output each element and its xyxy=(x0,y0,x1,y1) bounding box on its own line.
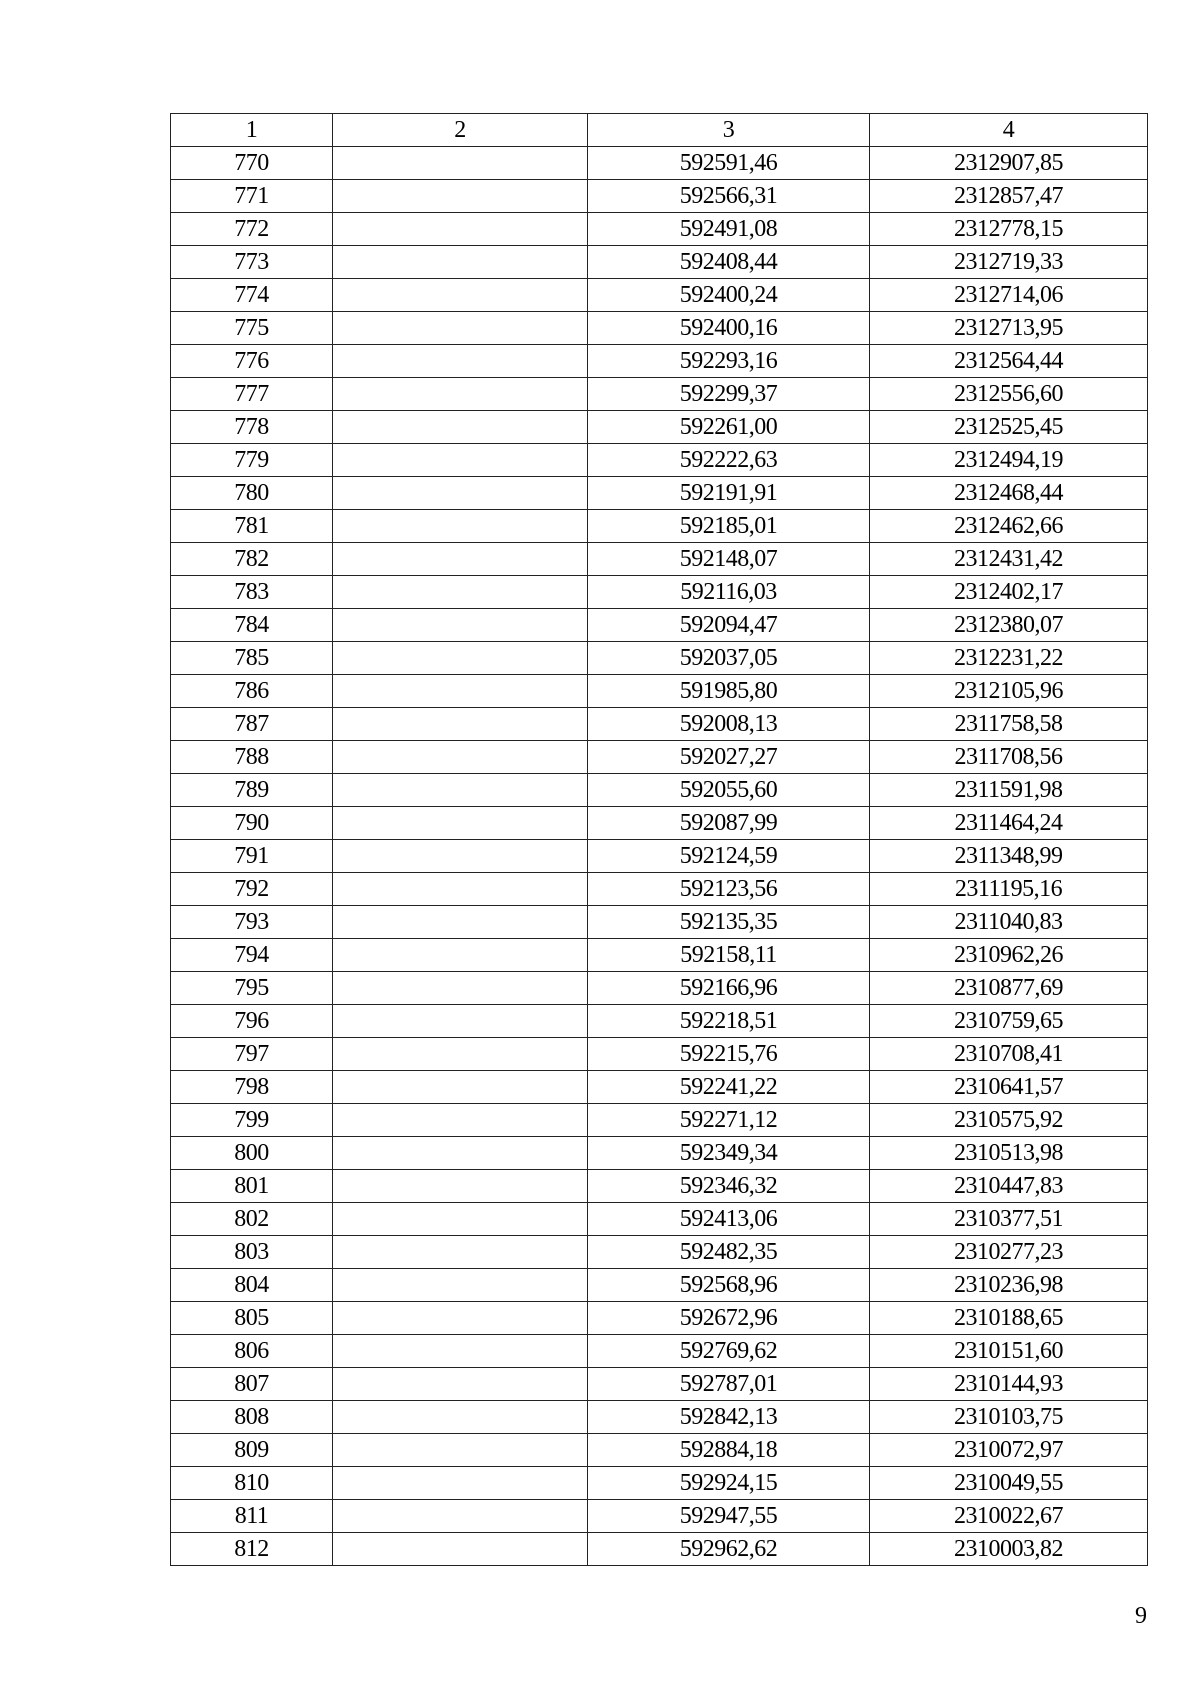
point-number-cell: 776 xyxy=(171,345,333,378)
x-coordinate-cell: 592672,96 xyxy=(588,1302,870,1335)
table-row xyxy=(171,609,1148,642)
point-number-cell: 800 xyxy=(171,1137,333,1170)
y-coordinate-cell: 2312714,06 xyxy=(870,279,1148,312)
page-number: 9 xyxy=(1135,1603,1147,1629)
point-number-cell: 781 xyxy=(171,510,333,543)
table-row xyxy=(171,1038,1148,1071)
x-coordinate-cell: 592482,35 xyxy=(588,1236,870,1269)
y-coordinate-cell: 2312907,85 xyxy=(870,147,1148,180)
empty-cell xyxy=(333,444,588,477)
empty-cell xyxy=(333,642,588,675)
x-coordinate-cell: 592222,63 xyxy=(588,444,870,477)
empty-cell xyxy=(333,1104,588,1137)
y-coordinate-cell: 2312556,60 xyxy=(870,378,1148,411)
y-coordinate-cell: 2312564,44 xyxy=(870,345,1148,378)
empty-cell xyxy=(333,1533,588,1566)
x-coordinate-cell: 592215,76 xyxy=(588,1038,870,1071)
point-number-cell: 806 xyxy=(171,1335,333,1368)
table-row xyxy=(171,1071,1148,1104)
empty-cell xyxy=(333,708,588,741)
column-header-4: 4 xyxy=(870,114,1148,147)
x-coordinate-cell: 592924,15 xyxy=(588,1467,870,1500)
y-coordinate-cell: 2311591,98 xyxy=(870,774,1148,807)
empty-cell xyxy=(333,1071,588,1104)
table-row xyxy=(171,1434,1148,1467)
empty-cell xyxy=(333,609,588,642)
y-coordinate-cell: 2312857,47 xyxy=(870,180,1148,213)
x-coordinate-cell: 592884,18 xyxy=(588,1434,870,1467)
table-row xyxy=(171,1005,1148,1038)
point-number-cell: 779 xyxy=(171,444,333,477)
point-number-cell: 777 xyxy=(171,378,333,411)
y-coordinate-cell: 2312719,33 xyxy=(870,246,1148,279)
empty-cell xyxy=(333,576,588,609)
table-row xyxy=(171,1533,1148,1566)
table-row xyxy=(171,939,1148,972)
x-coordinate-cell: 592148,07 xyxy=(588,543,870,576)
table-row xyxy=(171,774,1148,807)
column-header-2: 2 xyxy=(333,114,588,147)
y-coordinate-cell: 2310759,65 xyxy=(870,1005,1148,1038)
y-coordinate-cell: 2311758,58 xyxy=(870,708,1148,741)
point-number-cell: 811 xyxy=(171,1500,333,1533)
empty-cell xyxy=(333,147,588,180)
point-number-cell: 809 xyxy=(171,1434,333,1467)
table-row xyxy=(171,246,1148,279)
table-row xyxy=(171,543,1148,576)
empty-cell xyxy=(333,1434,588,1467)
table-row xyxy=(171,213,1148,246)
table-row xyxy=(171,444,1148,477)
x-coordinate-cell: 592027,27 xyxy=(588,741,870,774)
point-number-cell: 807 xyxy=(171,1368,333,1401)
y-coordinate-cell: 2310022,67 xyxy=(870,1500,1148,1533)
table-row xyxy=(171,1203,1148,1236)
table-row xyxy=(171,576,1148,609)
header-row xyxy=(171,114,1148,147)
y-coordinate-cell: 2310188,65 xyxy=(870,1302,1148,1335)
point-number-cell: 775 xyxy=(171,312,333,345)
x-coordinate-cell: 592116,03 xyxy=(588,576,870,609)
x-coordinate-cell: 592261,00 xyxy=(588,411,870,444)
y-coordinate-cell: 2312462,66 xyxy=(870,510,1148,543)
table-row xyxy=(171,1401,1148,1434)
x-coordinate-cell: 592271,12 xyxy=(588,1104,870,1137)
empty-cell xyxy=(333,873,588,906)
x-coordinate-cell: 592135,35 xyxy=(588,906,870,939)
x-coordinate-cell: 592491,08 xyxy=(588,213,870,246)
table-row xyxy=(171,510,1148,543)
y-coordinate-cell: 2312713,95 xyxy=(870,312,1148,345)
point-number-cell: 795 xyxy=(171,972,333,1005)
point-number-cell: 812 xyxy=(171,1533,333,1566)
x-coordinate-cell: 592962,62 xyxy=(588,1533,870,1566)
empty-cell xyxy=(333,939,588,972)
point-number-cell: 772 xyxy=(171,213,333,246)
y-coordinate-cell: 2310641,57 xyxy=(870,1071,1148,1104)
y-coordinate-cell: 2310575,92 xyxy=(870,1104,1148,1137)
point-number-cell: 804 xyxy=(171,1269,333,1302)
y-coordinate-cell: 2312431,42 xyxy=(870,543,1148,576)
point-number-cell: 780 xyxy=(171,477,333,510)
x-coordinate-cell: 592166,96 xyxy=(588,972,870,1005)
table-row xyxy=(171,1302,1148,1335)
table-row xyxy=(171,477,1148,510)
table-row xyxy=(171,1368,1148,1401)
y-coordinate-cell: 2310277,23 xyxy=(870,1236,1148,1269)
empty-cell xyxy=(333,972,588,1005)
x-coordinate-cell: 592158,11 xyxy=(588,939,870,972)
empty-cell xyxy=(333,807,588,840)
empty-cell xyxy=(333,741,588,774)
y-coordinate-cell: 2310377,51 xyxy=(870,1203,1148,1236)
table-row xyxy=(171,972,1148,1005)
point-number-cell: 798 xyxy=(171,1071,333,1104)
table-row xyxy=(171,279,1148,312)
point-number-cell: 796 xyxy=(171,1005,333,1038)
x-coordinate-cell: 592037,05 xyxy=(588,642,870,675)
table-row xyxy=(171,345,1148,378)
point-number-cell: 801 xyxy=(171,1170,333,1203)
table-row xyxy=(171,411,1148,444)
empty-cell xyxy=(333,246,588,279)
x-coordinate-cell: 592055,60 xyxy=(588,774,870,807)
y-coordinate-cell: 2310103,75 xyxy=(870,1401,1148,1434)
x-coordinate-cell: 592568,96 xyxy=(588,1269,870,1302)
table-row xyxy=(171,873,1148,906)
table-row xyxy=(171,147,1148,180)
point-number-cell: 784 xyxy=(171,609,333,642)
x-coordinate-cell: 592124,59 xyxy=(588,840,870,873)
y-coordinate-cell: 2311348,99 xyxy=(870,840,1148,873)
empty-cell xyxy=(333,1005,588,1038)
y-coordinate-cell: 2312778,15 xyxy=(870,213,1148,246)
empty-cell xyxy=(333,1401,588,1434)
point-number-cell: 789 xyxy=(171,774,333,807)
table-row xyxy=(171,378,1148,411)
y-coordinate-cell: 2312468,44 xyxy=(870,477,1148,510)
x-coordinate-cell: 592241,22 xyxy=(588,1071,870,1104)
x-coordinate-cell: 592769,62 xyxy=(588,1335,870,1368)
x-coordinate-cell: 592400,16 xyxy=(588,312,870,345)
y-coordinate-cell: 2310513,98 xyxy=(870,1137,1148,1170)
point-number-cell: 787 xyxy=(171,708,333,741)
table-row xyxy=(171,708,1148,741)
empty-cell xyxy=(333,675,588,708)
y-coordinate-cell: 2310708,41 xyxy=(870,1038,1148,1071)
table-row xyxy=(171,312,1148,345)
y-coordinate-cell: 2310877,69 xyxy=(870,972,1148,1005)
empty-cell xyxy=(333,180,588,213)
y-coordinate-cell: 2312525,45 xyxy=(870,411,1148,444)
x-coordinate-cell: 592591,46 xyxy=(588,147,870,180)
point-number-cell: 792 xyxy=(171,873,333,906)
point-number-cell: 799 xyxy=(171,1104,333,1137)
point-number-cell: 805 xyxy=(171,1302,333,1335)
x-coordinate-cell: 592346,32 xyxy=(588,1170,870,1203)
empty-cell xyxy=(333,1368,588,1401)
y-coordinate-cell: 2310144,93 xyxy=(870,1368,1148,1401)
coordinates-table xyxy=(170,113,1148,1566)
table-row xyxy=(171,675,1148,708)
y-coordinate-cell: 2312402,17 xyxy=(870,576,1148,609)
column-header-3: 3 xyxy=(588,114,870,147)
x-coordinate-cell: 592185,01 xyxy=(588,510,870,543)
y-coordinate-cell: 2310049,55 xyxy=(870,1467,1148,1500)
empty-cell xyxy=(333,774,588,807)
point-number-cell: 794 xyxy=(171,939,333,972)
empty-cell xyxy=(333,840,588,873)
x-coordinate-cell: 592787,01 xyxy=(588,1368,870,1401)
y-coordinate-cell: 2310962,26 xyxy=(870,939,1148,972)
y-coordinate-cell: 2310072,97 xyxy=(870,1434,1148,1467)
point-number-cell: 785 xyxy=(171,642,333,675)
point-number-cell: 778 xyxy=(171,411,333,444)
empty-cell xyxy=(333,477,588,510)
empty-cell xyxy=(333,1170,588,1203)
table-header xyxy=(171,114,1148,147)
empty-cell xyxy=(333,1137,588,1170)
table-row xyxy=(171,1500,1148,1533)
table-row xyxy=(171,1104,1148,1137)
empty-cell xyxy=(333,411,588,444)
table-row xyxy=(171,1467,1148,1500)
point-number-cell: 786 xyxy=(171,675,333,708)
x-coordinate-cell: 592400,24 xyxy=(588,279,870,312)
x-coordinate-cell: 592293,16 xyxy=(588,345,870,378)
x-coordinate-cell: 592123,56 xyxy=(588,873,870,906)
x-coordinate-cell: 591985,80 xyxy=(588,675,870,708)
x-coordinate-cell: 592087,99 xyxy=(588,807,870,840)
empty-cell xyxy=(333,378,588,411)
x-coordinate-cell: 592413,06 xyxy=(588,1203,870,1236)
empty-cell xyxy=(333,279,588,312)
point-number-cell: 790 xyxy=(171,807,333,840)
empty-cell xyxy=(333,1335,588,1368)
x-coordinate-cell: 592218,51 xyxy=(588,1005,870,1038)
y-coordinate-cell: 2310236,98 xyxy=(870,1269,1148,1302)
x-coordinate-cell: 592191,91 xyxy=(588,477,870,510)
point-number-cell: 788 xyxy=(171,741,333,774)
empty-cell xyxy=(333,1467,588,1500)
point-number-cell: 802 xyxy=(171,1203,333,1236)
table-row xyxy=(171,1137,1148,1170)
y-coordinate-cell: 2312231,22 xyxy=(870,642,1148,675)
table-row xyxy=(171,1269,1148,1302)
y-coordinate-cell: 2311708,56 xyxy=(870,741,1148,774)
table-row xyxy=(171,1236,1148,1269)
y-coordinate-cell: 2310447,83 xyxy=(870,1170,1148,1203)
empty-cell xyxy=(333,510,588,543)
y-coordinate-cell: 2311195,16 xyxy=(870,873,1148,906)
y-coordinate-cell: 2312105,96 xyxy=(870,675,1148,708)
y-coordinate-cell: 2310151,60 xyxy=(870,1335,1148,1368)
point-number-cell: 773 xyxy=(171,246,333,279)
y-coordinate-cell: 2310003,82 xyxy=(870,1533,1148,1566)
table-row xyxy=(171,642,1148,675)
empty-cell xyxy=(333,1236,588,1269)
table-row xyxy=(171,741,1148,774)
x-coordinate-cell: 592842,13 xyxy=(588,1401,870,1434)
point-number-cell: 770 xyxy=(171,147,333,180)
table-row xyxy=(171,1335,1148,1368)
point-number-cell: 791 xyxy=(171,840,333,873)
x-coordinate-cell: 592299,37 xyxy=(588,378,870,411)
empty-cell xyxy=(333,1302,588,1335)
point-number-cell: 810 xyxy=(171,1467,333,1500)
empty-cell xyxy=(333,1038,588,1071)
point-number-cell: 803 xyxy=(171,1236,333,1269)
column-header-1: 1 xyxy=(171,114,333,147)
x-coordinate-cell: 592947,55 xyxy=(588,1500,870,1533)
y-coordinate-cell: 2311464,24 xyxy=(870,807,1148,840)
x-coordinate-cell: 592566,31 xyxy=(588,180,870,213)
table-body xyxy=(171,147,1148,1566)
point-number-cell: 797 xyxy=(171,1038,333,1071)
y-coordinate-cell: 2311040,83 xyxy=(870,906,1148,939)
point-number-cell: 783 xyxy=(171,576,333,609)
table-row xyxy=(171,840,1148,873)
empty-cell xyxy=(333,312,588,345)
empty-cell xyxy=(333,1269,588,1302)
empty-cell xyxy=(333,1500,588,1533)
x-coordinate-cell: 592349,34 xyxy=(588,1137,870,1170)
point-number-cell: 808 xyxy=(171,1401,333,1434)
empty-cell xyxy=(333,543,588,576)
table-row xyxy=(171,180,1148,213)
point-number-cell: 793 xyxy=(171,906,333,939)
point-number-cell: 774 xyxy=(171,279,333,312)
table-row xyxy=(171,906,1148,939)
empty-cell xyxy=(333,213,588,246)
empty-cell xyxy=(333,345,588,378)
empty-cell xyxy=(333,1203,588,1236)
y-coordinate-cell: 2312494,19 xyxy=(870,444,1148,477)
x-coordinate-cell: 592094,47 xyxy=(588,609,870,642)
y-coordinate-cell: 2312380,07 xyxy=(870,609,1148,642)
point-number-cell: 771 xyxy=(171,180,333,213)
table-row xyxy=(171,1170,1148,1203)
x-coordinate-cell: 592008,13 xyxy=(588,708,870,741)
x-coordinate-cell: 592408,44 xyxy=(588,246,870,279)
point-number-cell: 782 xyxy=(171,543,333,576)
table-row xyxy=(171,807,1148,840)
empty-cell xyxy=(333,906,588,939)
